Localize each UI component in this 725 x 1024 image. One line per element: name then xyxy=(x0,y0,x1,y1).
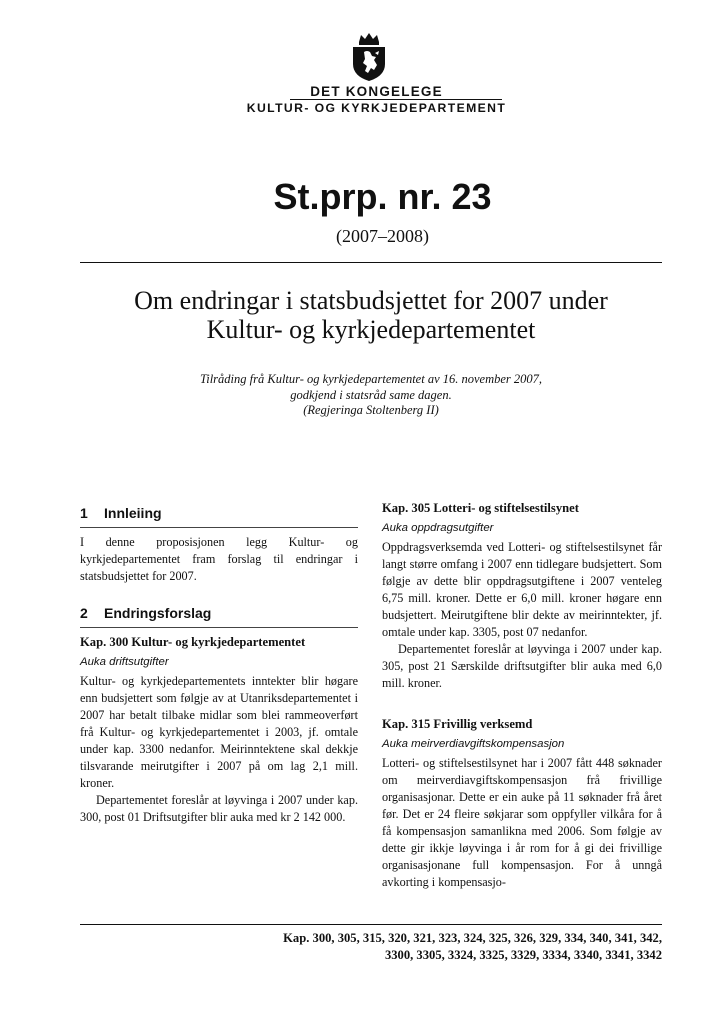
kap-305-paragraph-2: Departementet foreslår at løyvinga i 2007 under kap. 305, post 21 Særskilde driftsutgifter blir auka med 6,0 mill. kroner. xyxy=(382,642,662,690)
left-column xyxy=(80,505,358,826)
department-divider xyxy=(290,99,502,100)
kap-300-paragraph-2: Departementet foreslår at løyvinga i 2007 under kap. 300, post 01 Driftsutgifter blir auka med kr 2 142 000. xyxy=(80,793,358,824)
section-number: 1 xyxy=(80,505,88,521)
document-number: St.prp. nr. 23 xyxy=(273,176,492,217)
norwegian-coat-of-arms-icon xyxy=(344,30,394,82)
section-title: Endringsforslag xyxy=(104,605,212,621)
kap-315-paragraph-1: Lotteri- og stiftelsestilsynet har i 2007 fått 448 søknader om meirverdiavgiftskompensasjon frå frivillige organisasjonar. Dette er ein auke på 11 søknader frå året før. Det er 24 fleire søkjarar som oppfyller vilkåra for å få kompensasjon samanlikna med 2006. Som følgje av dette gir ikkje løyvinga i år rom for å gi dei frivillige organisasjonane full kompensasjon. For å unngå avkorting i kompensasjo- xyxy=(382,756,662,889)
section-1-text: I denne proposisjonen legg Kultur- og kyrkjedepartementet fram forslag til endringar i statsbudsjettet for 2007. xyxy=(80,535,358,583)
kap-300-paragraph-1: Kultur- og kyrkjedepartementets inntekter blir høgare enn budsjettert som følgje av at Utanriksdepartementet i 2007 har betalt tilbake midlar som blei rammeoverført frå Kultur- og kyrkjedepartementet i 2003, jf. omtale under kap. 3300 nedanfor. Meirinntektene skal dekkje tilsvarande meirutgifter i 2007 på om lag 2,1 mill. kroner. xyxy=(80,674,358,790)
chapter-list-footer xyxy=(283,930,662,964)
department-name-line2: KULTUR- OG KYRKJEDEPARTEMENT xyxy=(246,101,507,115)
department-name-line1: DET KONGELEGE xyxy=(310,84,443,99)
section-number: 2 xyxy=(80,605,88,621)
subtitle-line1: Tilråding frå Kultur- og kyrkjedepartementet av 16. november 2007, xyxy=(199,372,543,386)
kap-315-heading: Kap. 315 Frivillig verksemd xyxy=(382,717,533,731)
kap-300-heading: Kap. 300 Kultur- og kyrkjedepartementet xyxy=(80,635,306,649)
subtitle-line3: (Regjeringa Stoltenberg II) xyxy=(303,403,439,417)
section-1-heading xyxy=(80,505,358,528)
section-2-heading xyxy=(80,605,358,628)
subtitle-line2: godkjend i statsråd same dagen. xyxy=(290,387,452,402)
main-title-line1: Om endringar i statsbudsjettet for 2007 under xyxy=(134,286,608,315)
footer-divider xyxy=(80,924,662,925)
kap-300-subheading: Auka driftsutgifter xyxy=(80,656,169,668)
kap-305-paragraph-1: Oppdragsverksemda ved Lotteri- og stiftelsestilsynet får langt større omfang i 2007 enn tidlegare budsjettert. Som følgje av dette blir oppdragsutgiftene i 2007 venteleg 6,75 mill. kroner. Dette er 6,0 mill. kroner høgare enn budsjettert. Meirutgiftene blir dekte av meirinntekter, jf. omtale under kap. 3305, post 07 nedanfor. xyxy=(382,540,662,639)
kap-305-heading: Kap. 305 Lotteri- og stiftelsestilsynet xyxy=(382,501,579,515)
document-year: (2007–2008) xyxy=(336,226,429,246)
title-divider xyxy=(80,262,662,263)
footer-line2: 3300, 3305, 3324, 3325, 3329, 3334, 3340, 3341, 3342 xyxy=(384,948,662,962)
kap-315-subheading: Auka meirverdiavgiftskompensasjon xyxy=(382,738,565,750)
section-title: Innleiing xyxy=(104,505,162,521)
right-column xyxy=(382,500,662,891)
kap-305-subheading: Auka oppdragsutgifter xyxy=(382,522,494,534)
footer-line1: Kap. 300, 305, 315, 320, 321, 323, 324, 325, 326, 329, 334, 340, 341, 342, xyxy=(283,931,662,945)
main-title-line2: Kultur- og kyrkjedepartementet xyxy=(206,315,536,344)
recommendation-note xyxy=(80,372,662,419)
main-title xyxy=(80,286,662,344)
